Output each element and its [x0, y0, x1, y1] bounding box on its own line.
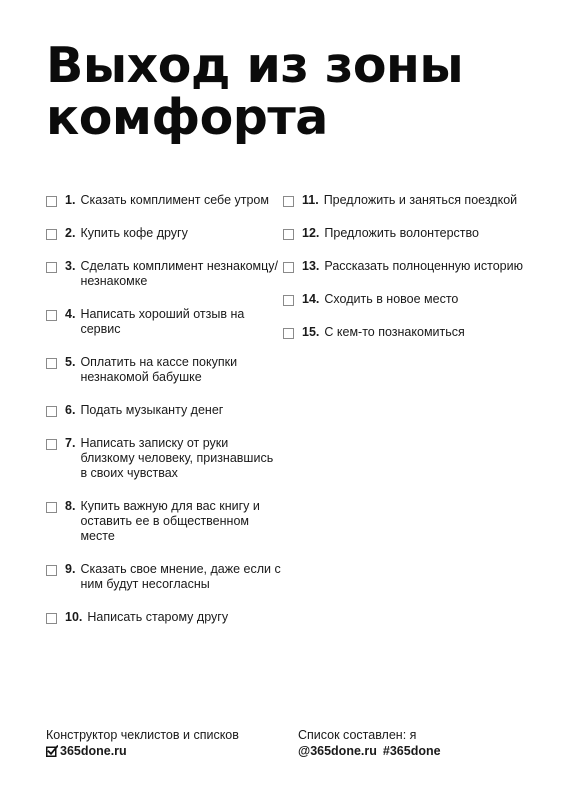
item-text: Написать записку от руки близкому человеку, признавшись в своих чувствах [80, 436, 274, 480]
footer-credits [46, 727, 286, 759]
item-text: Сходить в новое место [324, 292, 459, 306]
item-text: Сделать комплимент незнакомцу/незнакомке [80, 259, 279, 288]
item-number: 2. [65, 226, 76, 240]
item-number: 11. [302, 193, 319, 207]
checkbox[interactable] [46, 358, 57, 369]
checklist-item [283, 292, 523, 307]
title-line-2: комфорта [46, 89, 328, 146]
item-text: С кем-то познакомиться [324, 325, 465, 339]
checklist-item [46, 226, 281, 241]
item-number: 15. [302, 325, 320, 339]
checklist-item [46, 307, 281, 337]
checklist-item [283, 259, 523, 274]
checkbox[interactable] [46, 229, 57, 240]
checkbox[interactable] [46, 406, 57, 417]
footer-caption: Конструктор чеклистов и списков [46, 728, 239, 742]
item-number: 13. [302, 259, 320, 273]
author-tags [298, 743, 528, 759]
item-number: 1. [65, 193, 76, 207]
item-number: 10. [65, 610, 83, 624]
checkbox[interactable] [46, 502, 57, 513]
item-text: Купить кофе другу [80, 226, 188, 240]
checklist-item [46, 355, 281, 385]
item-text: Написать хороший отзыв на сервис [80, 307, 245, 336]
checklist-item [46, 499, 281, 544]
item-text: Подать музыканту денег [80, 403, 224, 417]
author-handle[interactable]: @365done.ru [298, 744, 377, 758]
author-hashtag[interactable]: #365done [382, 744, 441, 758]
checkbox[interactable] [46, 439, 57, 450]
item-number: 4. [65, 307, 76, 321]
checklist-item [46, 562, 281, 592]
checklist-item [283, 193, 523, 208]
checklist-item [46, 610, 281, 625]
checklist-right-column [283, 193, 523, 358]
checklist-item [283, 325, 523, 340]
checklist-item [46, 403, 281, 418]
checkbox[interactable] [283, 196, 294, 207]
checkbox[interactable] [46, 613, 57, 624]
item-number: 7. [65, 436, 76, 450]
checkbox[interactable] [283, 328, 294, 339]
checklist-item [283, 226, 523, 241]
checklist-left-column [46, 193, 281, 643]
item-number: 6. [65, 403, 76, 417]
item-number: 14. [302, 292, 320, 306]
checklist-item [46, 193, 281, 208]
checkbox[interactable] [283, 262, 294, 273]
footer-site-link[interactable]: 365done.ru [60, 744, 127, 758]
item-number: 12. [302, 226, 320, 240]
item-number: 5. [65, 355, 76, 369]
item-text: Рассказать полноценную историю [324, 259, 523, 273]
checkbox[interactable] [46, 196, 57, 207]
item-number: 8. [65, 499, 76, 513]
item-text: Сказать комплимент себе утром [80, 193, 269, 207]
author-caption: Список составлен: я [298, 728, 417, 742]
item-text: Оплатить на кассе покупки незнакомой бабушке [80, 355, 238, 384]
page-title [46, 37, 526, 146]
checkbox[interactable] [46, 565, 57, 576]
checkbox-check-icon [46, 745, 58, 757]
item-number: 3. [65, 259, 76, 273]
checkbox[interactable] [46, 310, 57, 321]
item-number: 9. [65, 562, 76, 576]
checklist-item [46, 259, 281, 289]
item-text: Написать старому другу [87, 610, 229, 624]
checkbox[interactable] [46, 262, 57, 273]
item-text: Купить важную для вас книгу и оставить ее в общественном месте [80, 499, 260, 543]
title-line-1: Выход из зоны [46, 37, 464, 94]
item-text: Предложить волонтерство [324, 226, 479, 240]
footer-author [298, 727, 528, 759]
checkbox[interactable] [283, 295, 294, 306]
item-text: Предложить и заняться поездкой [323, 193, 518, 207]
checklist-item [46, 436, 281, 481]
item-text: Сказать свое мнение, даже если с ним будут несогласны [80, 562, 281, 591]
footer-brand [46, 743, 286, 759]
checkbox[interactable] [283, 229, 294, 240]
